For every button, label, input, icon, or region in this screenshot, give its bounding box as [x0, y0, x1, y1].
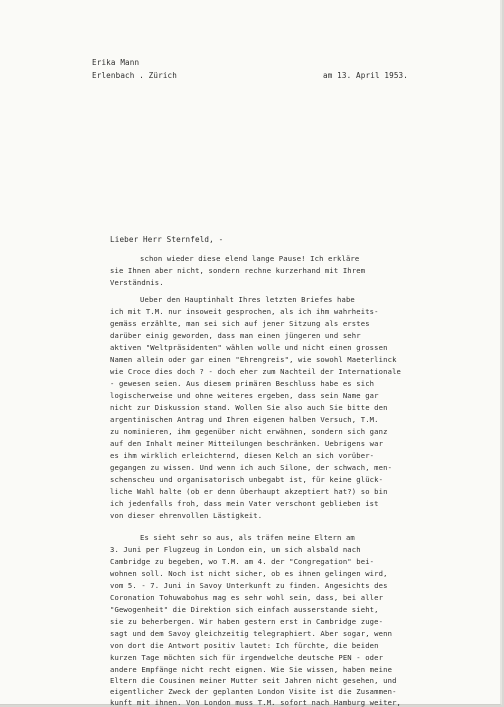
letter-date: am 13. April 1953. — [323, 71, 408, 80]
text-line: kurzen Tage möchten sich für irgendwelche deutsche PEN - oder — [110, 653, 384, 662]
text-line: - gewesen seien. Aus diesem primären Beschluss habe es sich — [110, 379, 375, 388]
text-line: gegangen zu wissen. Und wenn ich auch Silone, der schwach, men- — [110, 463, 393, 472]
text-line: eigentlicher Zweck der geplanten London Visite ist die Zusammen- — [110, 687, 397, 696]
text-line: ich mit T.M. nur insoweit gesprochen, als ich ihm wahrheits- — [110, 307, 379, 316]
text-line: "Gewogenheit" die Direktion sich einfach ausserstande sieht, — [110, 605, 379, 614]
text-line: von dieser ehrenvollen Lästigkeit. — [110, 511, 263, 520]
text-line: gemäss erzählte, man sei sich auf jener Sitzung als erstes — [110, 319, 370, 328]
text-line: Verständnis. — [110, 278, 164, 287]
text-line: schon wieder diese elend lange Pause! Ich erkläre — [140, 254, 360, 263]
text-line: Coronation Tohuwabohus mag es sehr wohl sein, dass, bei aller — [110, 593, 384, 602]
text-line: kunft mit ihnen. Von London muss T.M. sofort nach Hamburg weiter, — [110, 698, 402, 707]
text-line: darüber einig geworden, dass man einen jüngeren und sehr — [110, 331, 361, 340]
text-line: nicht zur Diskussion stand. Wollen Sie also auch Sie bitte den — [110, 403, 388, 412]
text-line: auf den Inhalt meiner Mitteilungen beschränken. Uebrigens war — [110, 439, 384, 448]
text-line: sie Ihnen aber nicht, sondern rechne kurzerhand mit Ihrem — [110, 266, 366, 275]
text-line: Eltern die Cousinen meiner Mutter seit Jahren nicht gesehen, und — [110, 676, 397, 685]
text-line: vom 5. - 7. Juni in Savoy Unterkunft zu finden. Angesichts des — [110, 581, 388, 590]
text-line: von dort die Antwort positiv lautet: Ich fürchte, die beiden — [110, 641, 379, 650]
text-line: 3. Juni per Flugzeug in London ein, um sich alsbald nach — [110, 545, 361, 554]
text-line: logischerweise und ohne weiteres ergeben, dass sein Name gar — [110, 391, 379, 400]
text-line: zu nominieren, ihm gegenüber nicht erwähnen, sondern sich ganz — [110, 427, 388, 436]
salutation: Lieber Herr Sternfeld, - — [110, 235, 224, 244]
text-line: ich jedenfalls froh, dass mein Vater verschont geblieben ist — [110, 499, 379, 508]
text-line: Ueber den Hauptinhalt Ihres letzten Briefes habe — [140, 295, 355, 304]
text-line: wie Croce dies doch ? - doch eher zum Nachteil der Internationale — [110, 367, 402, 376]
text-line: liche Wahl halte (ob er denn überhaupt akzeptiert hat?) so bin — [110, 487, 388, 496]
text-line: Cambridge zu begeben, wo T.M. am 4. der "Congregation" bei- — [110, 557, 375, 566]
text-line: sie zu beherbergen. Wir haben gestern erst in Cambridge zuge- — [110, 617, 384, 626]
text-line: es ihm wirklich erleichternd, diesen Kelch an sich vorüber- — [110, 451, 375, 460]
sender-name: Erika Mann — [92, 58, 140, 67]
sender-address: Erlenbach . Zürich — [92, 71, 177, 80]
text-line: schenscheu und organisatorisch unbegabt ist, für keine glück- — [110, 475, 384, 484]
text-line: Es sieht sehr so aus, als träfen meine Eltern am — [140, 533, 355, 542]
text-line: argentinischen Antrag und Ihren eigenen halben Versuch, T.M. — [110, 415, 379, 424]
text-line: andere Empfänge nicht recht eignen. Wie Sie wissen, haben meine — [110, 665, 393, 674]
text-line: Namen allein oder gar einen "Ehrengreis", wie sowohl Maeterlinck — [110, 355, 397, 364]
text-line: wohnen soll. Noch ist nicht sicher, ob es ihnen gelingen wird, — [110, 569, 388, 578]
text-line: sagt und dem Savoy gleichzeitig telegraphiert. Aber sogar, wenn — [110, 629, 393, 638]
text-line: aktiven "Weltpräsidenten" wählen wolle und nicht einen grossen — [110, 343, 388, 352]
